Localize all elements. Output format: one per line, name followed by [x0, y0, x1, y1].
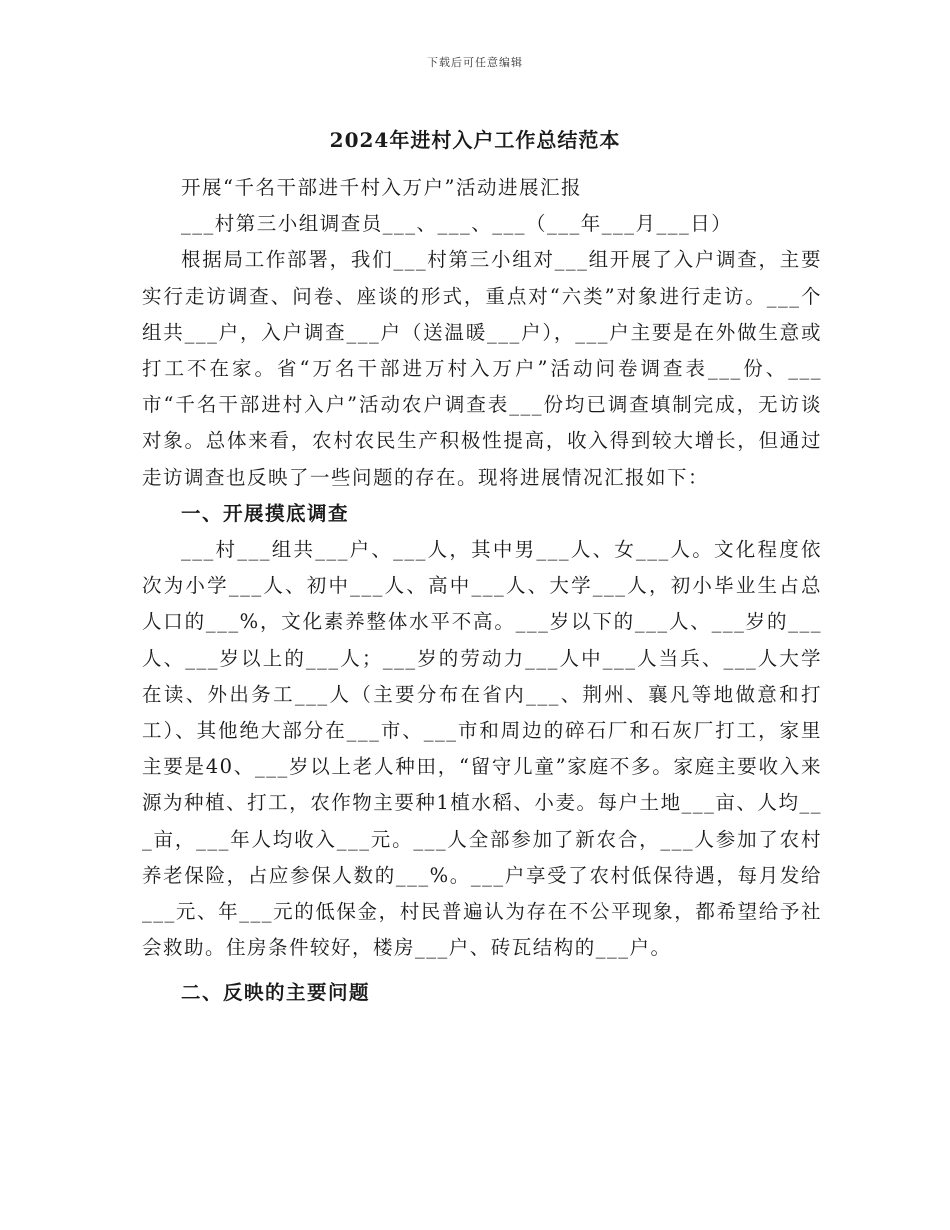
- investigator-line: ___村第三小组调查员___、___、___（___年___月___日）: [181, 212, 733, 236]
- section-heading-1: 一、开展摸底调查: [181, 501, 350, 525]
- survey-paragraph: ___村___组共___户、___人，其中男___人、女___人。文化程度依次为小学___人、初中___人、高中___人、大学___人，初小毕业生占总人口的___%，文化素养整体水平不高。___岁以下的___人、___岁的___人、___岁以上的___人；___岁的劳动力___人中___人当兵、___人大学在读、外出务工___人（主要分布在省内___、荆州、襄凡等地做意和打工）、其他绝大部分在___市、___市和周边的碎石厂和石灰厂打工，家里主要是40、___岁以上老人种田，“留守儿童”家庭不多。家庭主要收入来源为种植、打工，农作物主要种1植水稻、小麦。每户土地___亩、人均___亩，___年人均收入___元。___人全部参加了新农合，___人参加了农村养老保险，占应参保人数的___%。___户享受了农村低保待遇，每月发给___元、年___元的低保金，村民普遍认为存在不公平现象，都希望给予社会救助。住房条件较好，楼房___户、砖瓦结构的___户。: [142, 538, 822, 960]
- section-heading-2: 二、反映的主要问题: [181, 981, 371, 1005]
- document-title: 2024年进村入户工作总结范本: [329, 128, 621, 152]
- header-note: 下载后可任意编辑: [427, 56, 523, 69]
- subtitle-paragraph: 开展“千名干部进千村入万户”活动进展汇报: [181, 176, 582, 199]
- document-body: [142, 170, 822, 1012]
- intro-paragraph: 根据局工作部署，我们___村第三小组对___组开展了入户调查，主要实行走访调查、问卷、座谈的形式，重点对“六类”对象进行走访。___个组共___户，入户调查___户（送温暖___户），___户主要是在外做生意或打工不在家。省“万名干部进万村入万户”活动问卷调查表___份、___市“千名干部进村入户”活动农户调查表___份均已调查填制完成，无访谈对象。总体来看，农村农民生产积极性提高，收入得到较大增长，但通过走访调查也反映了一些问题的存在。现将进展情况汇报如下：: [142, 248, 822, 489]
